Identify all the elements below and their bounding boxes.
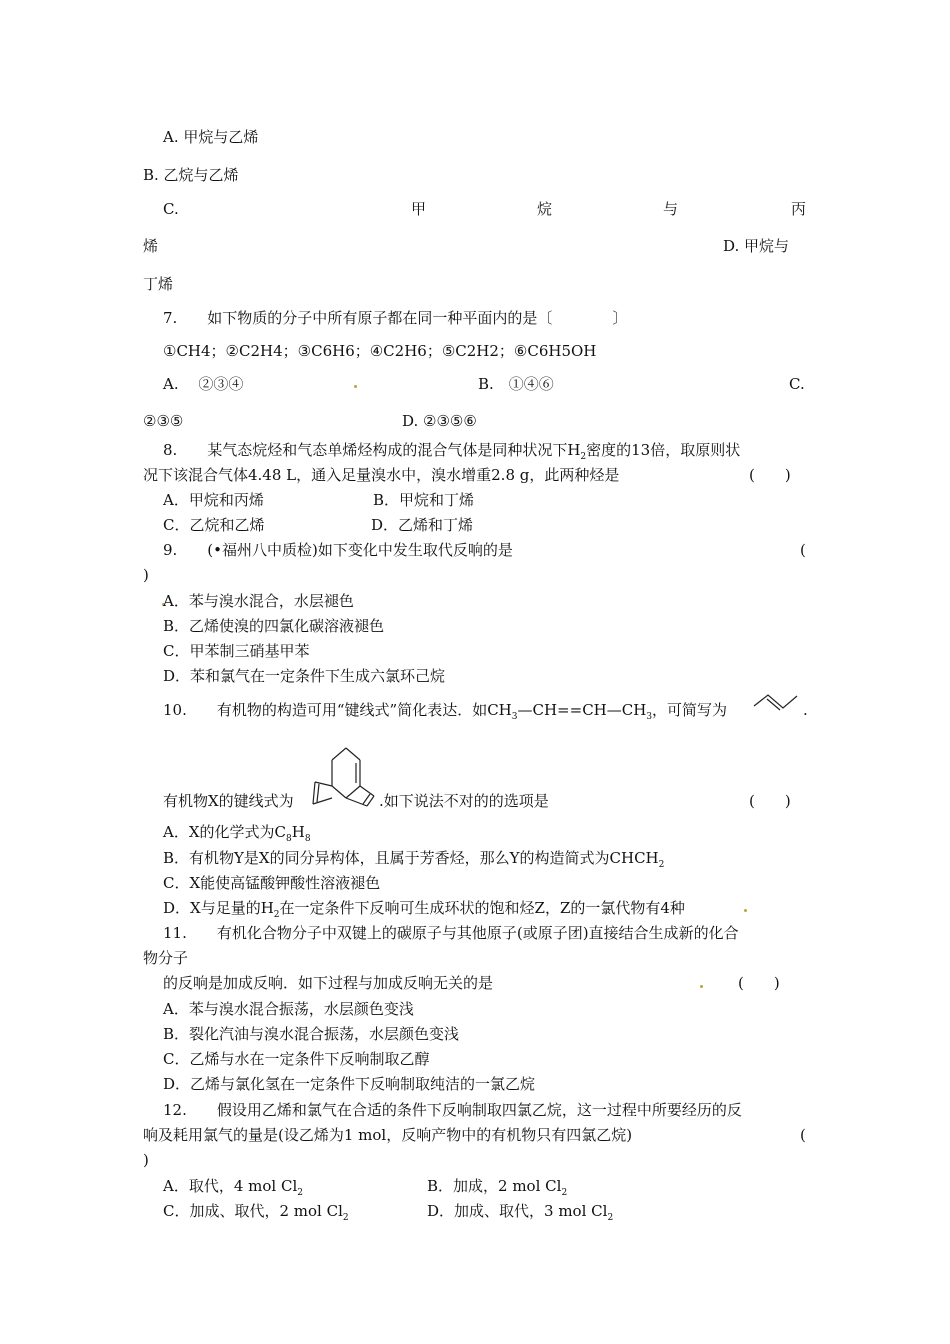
speck-mark bbox=[744, 909, 747, 912]
q6-option-c-word: 甲 bbox=[411, 200, 427, 218]
q8-option-a: A．甲烷和丙烯 bbox=[163, 491, 264, 509]
q11-option-c: C．乙烯与水在一定条件下反响制取乙醇 bbox=[163, 1050, 430, 1068]
q9-option-c: C．甲苯制三硝基甲苯 bbox=[163, 642, 310, 660]
q8-answer-bracket: ( ) bbox=[749, 466, 791, 484]
q9-option-b: B．乙烯使溴的四氯化碳溶液褪色 bbox=[163, 617, 385, 635]
speck-mark bbox=[354, 385, 357, 388]
q12-option-c: C．加成、取代，2 mol $Cl_2$ bbox=[163, 1202, 349, 1223]
q8-option-d: D．乙烯和丁烯 bbox=[371, 516, 474, 534]
q7-option-a: A. ②③④ bbox=[163, 375, 244, 393]
q6-option-c-word: 烷 bbox=[537, 200, 553, 218]
q7-items: ①CH4；②C2H4；③C6H6；④C2H6；⑤C2H2；⑥C6H5OH bbox=[163, 342, 597, 360]
q6-option-d-cont: 丁烯 bbox=[143, 275, 174, 293]
q10-stem-line2-cont: .如下说法不对的的选项是 bbox=[379, 792, 549, 810]
q6-option-a: A. 甲烷与乙烯 bbox=[163, 128, 259, 146]
speck-mark bbox=[700, 985, 703, 988]
q10-answer-bracket: ( ) bbox=[749, 792, 791, 810]
q12-bracket-open: ( bbox=[800, 1126, 806, 1144]
q10-option-c: C．X能使高锰酸钾酸性溶液褪色 bbox=[163, 874, 381, 892]
q8-option-c: C．乙烷和乙烯 bbox=[163, 516, 265, 534]
molecule-x-skeletal-formula bbox=[311, 746, 381, 808]
q8-stem-line1: 8. 某气态烷烃和气态单烯烃构成的混合气体是同种状况下$H_2$密度的13倍，取原则状 bbox=[163, 441, 741, 462]
q10-option-d: D．X与足量的$H_2$在一定条件下反响可生成环状的饱和烃Z，Z的一氯代物有4种 bbox=[163, 899, 685, 920]
q7-option-c-label: C. bbox=[789, 375, 805, 393]
q6-option-b: B. 乙烷与乙烯 bbox=[143, 166, 239, 184]
q11-option-a: A．苯与溴水混合振荡，水层颜色变浅 bbox=[163, 1000, 414, 1018]
q10-stem-line2: 有机物X的键线式为 bbox=[163, 792, 294, 810]
q12-stem-line1: 12. 假设用乙烯和氯气在合适的条件下反响制取四氯乙烷，这一过程中所要经历的反 bbox=[163, 1101, 742, 1119]
q9-option-a: A．苯与溴水混合，水层褪色 bbox=[163, 592, 354, 610]
q7-stem: 7. 如下物质的分子中所有原子都在同一种平面内的是〔 〕 bbox=[163, 309, 628, 327]
q12-option-b: B．加成，2 mol $Cl_2$ bbox=[427, 1177, 568, 1198]
q6-option-c-word: 丙 bbox=[791, 200, 807, 218]
q10-line1-period: . bbox=[803, 701, 808, 719]
q6-option-d: D. 甲烷与 bbox=[723, 237, 790, 255]
q10-stem-line1: 10. 有机物的构造可用“键线式”简化表达．如$CH_3—CH==CH—CH_3$，可简写为 bbox=[163, 701, 728, 722]
q9-stem: 9. (•福州八中质检)如下变化中发生取代反响的是 bbox=[163, 541, 513, 559]
q9-bracket-close: ) bbox=[143, 566, 149, 584]
q12-stem-line2: 响及耗用氯气的量是(设乙烯为1 mol，反响产物中的有机物只有四氯乙烷) bbox=[143, 1126, 633, 1144]
q12-option-a: A．取代，4 mol $Cl_2$ bbox=[163, 1177, 303, 1198]
q11-stem-line1: 11. 有机化合物分子中双键上的碳原子与其他原子(或原子团)直接结合生成新的化合 bbox=[163, 924, 739, 942]
q9-bracket-open: ( bbox=[800, 541, 806, 559]
q11-option-b: B．裂化汽油与溴水混合振荡，水层颜色变浅 bbox=[163, 1025, 460, 1043]
q6-option-c-cont: 烯 bbox=[143, 237, 159, 255]
q12-option-d: D．加成、取代，3 mol $Cl_2$ bbox=[427, 1202, 614, 1223]
q11-answer-bracket: ( ) bbox=[738, 974, 780, 992]
q12-bracket-close: ) bbox=[143, 1151, 149, 1169]
q10-option-b: B．有机物Y是X的同分异构体，且属于芳香烃，那么Y的构造简式为$CHCH_2$ bbox=[163, 849, 665, 870]
q11-option-d: D．乙烯与氯化氢在一定条件下反响制取纯洁的一氯乙烷 bbox=[163, 1075, 536, 1093]
q8-stem-line2: 况下该混合气体4.48 L，通入足量溴水中，溴水增重2.8 g，此两种烃是 bbox=[143, 466, 620, 484]
q11-stem-line3: 的反响是加成反响．如下过程与加成反响无关的是 bbox=[163, 974, 494, 992]
q6-option-c-label: C. bbox=[163, 200, 179, 218]
q10-option-a: A．X的化学式为$C_8H_8$ bbox=[163, 823, 311, 844]
butene-skeletal-formula bbox=[752, 692, 802, 716]
q7-option-b: B. ①④⑥ bbox=[478, 375, 554, 393]
q8-option-b: B．甲烷和丁烯 bbox=[373, 491, 475, 509]
q6-option-c-word: 与 bbox=[663, 200, 679, 218]
q7-option-d: D. ②③⑤⑥ bbox=[402, 412, 477, 430]
q7-option-c-cont: ②③⑤ bbox=[143, 412, 184, 430]
q9-option-d: D．苯和氯气在一定条件下生成六氯环己烷 bbox=[163, 667, 446, 685]
q11-stem-line2: 物分子 bbox=[143, 949, 189, 967]
